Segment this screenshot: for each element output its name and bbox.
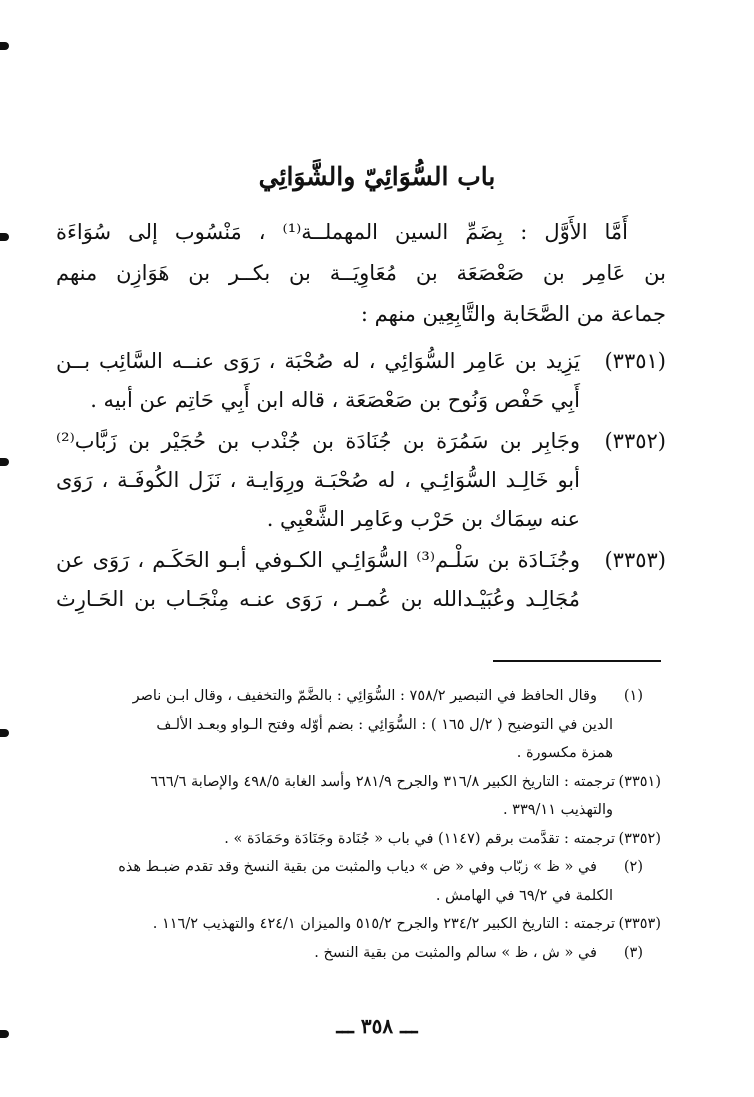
entry-3353 [56, 541, 666, 619]
page-number: ـــ ٣٥٨ ـــ [336, 1014, 418, 1038]
entry-line: أَبِي حَفْص وَنُوح بن صَعْصَعَة ، قاله ابن أَبِي حَاتِم عن أبيه . [90, 388, 580, 412]
footnote-line [95, 768, 661, 797]
footnote-line [95, 853, 661, 882]
entry-line: عنه سِمَاك بن حَرْب وعَامِر الشَّعْبِي . [266, 507, 580, 531]
footnote-text: في « ش ، ظ » سالم والمثبت من بقية النسخ . [314, 944, 597, 961]
intro-line: أَمَّا الأَوَّل : بِضَمِّ السين المهملــة⁽¹⁾ ، مَنْسُوب إلى سُوَاءَة [56, 220, 628, 244]
intro-line: جماعة من الصَّحَابة والتَّابِعِين منهم : [360, 302, 666, 326]
intro-line: بن عَامِر بن صَعْصَعَة بن مُعَاوِيَــة بن بكــر بن هَوَازِن منهم [56, 261, 666, 285]
chapter-heading: باب السُّوَائِيّ والشَّوَائِي [258, 162, 496, 191]
footnote-separator [493, 660, 661, 662]
scan-edge-mark [0, 233, 9, 241]
footnote-label: (٢) [623, 859, 643, 875]
footnote-label: (٣٣٥٢) [618, 830, 661, 847]
intro-paragraph [56, 212, 666, 335]
footnote-text: وقال الحافظ في التبصير ٧٥٨/٢ : السُّوَائِي : بالضَّمّ والتخفيف ، وقال ابـن ناصر [132, 688, 597, 704]
footnote-text: الكلمة في ٦٩/٢ في الهامش . [435, 887, 613, 904]
footnote-line [95, 882, 661, 911]
footnote-text: الدين في التوضيح ( ٢/ل ١٦٥ ) : السُّوَائِي : بضم أوّله وفتح الـواو وبعـد الألـف [156, 716, 613, 733]
footnote-text: ترجمته : التاريخ الكبير ٢٣٤/٢ والجرح ٥١٥/٢ والميزان ٤٢٤/١ والتهذيب ١١٦/٢ . [152, 916, 615, 932]
footnote-line [95, 711, 661, 740]
entry-line: أبو خَالِـد السُّوَائِـي ، له صُحْبَـة ورِوَايـة ، نَزَل الكُوفَـة ، رَوَى [56, 468, 580, 492]
entries-list [56, 342, 666, 621]
footnote-line [95, 939, 661, 968]
scan-edge-mark [0, 729, 9, 737]
footnote-text: ترجمته : تقدَّمت برقم (١١٤٧) في باب « جُنَادة وجَنَادَة وحَمَادَة » . [224, 830, 615, 847]
entry-line: يَزِيد بن عَامِر السُّوَائِي ، له صُحْبَة ، رَوَى عنــه السَّائِب بــن [56, 349, 580, 373]
footnote-line [95, 825, 661, 854]
footnote-text: في « ظ » زبّاب وفي « ض » دياب والمثبت من بقية النسخ وقد تقدم ضبـط هذه [118, 859, 597, 875]
footnote-line [95, 796, 661, 825]
footnote-label: (٣٣٥٣) [618, 916, 661, 932]
entry-number: (٣٣٥٢) [604, 429, 666, 453]
footnote-line [95, 910, 661, 939]
entry-line: مُجَالِـد وعُبَيْـدالله بن عُمـر ، رَوَى عنـه مِنْجَـاب بن الحَـارِث [56, 587, 580, 611]
footnote-text: همزة مكسورة . [516, 745, 613, 761]
entry-number: (٣٣٥١) [604, 349, 666, 373]
entry-number: (٣٣٥٣) [604, 548, 666, 572]
entry-line: وجُنَـادَة بن سَلْـم⁽³⁾ السُّوَائِـي الكـوفي أبـو الحَكَـم ، رَوَى عن [56, 548, 580, 572]
entry-3352 [56, 422, 666, 539]
footnote-line [95, 739, 661, 768]
scan-edge-mark [0, 42, 9, 50]
footnote-label: (٣٣٥١) [618, 773, 661, 790]
entry-3351 [56, 342, 666, 420]
footnote-label: (١) [623, 688, 643, 704]
footnote-text: والتهذيب ٣٣٩/١١ . [502, 802, 613, 818]
footnote-line [95, 682, 661, 711]
footnote-text: ترجمته : التاريخ الكبير ٣١٦/٨ والجرح ٢٨١/٩ وأسد الغابة ٤٩٨/٥ والإصابة ٦٦٦/٦ [150, 773, 615, 790]
scan-edge-mark [0, 458, 9, 466]
entry-line: وجَابِر بن سَمُرَة بن جُنَادَة بن جُنْدب بن حُجَيْر بن زَبَّاب⁽²⁾ [56, 429, 580, 453]
footnotes [95, 682, 661, 967]
footnote-label: (٣) [623, 944, 643, 961]
